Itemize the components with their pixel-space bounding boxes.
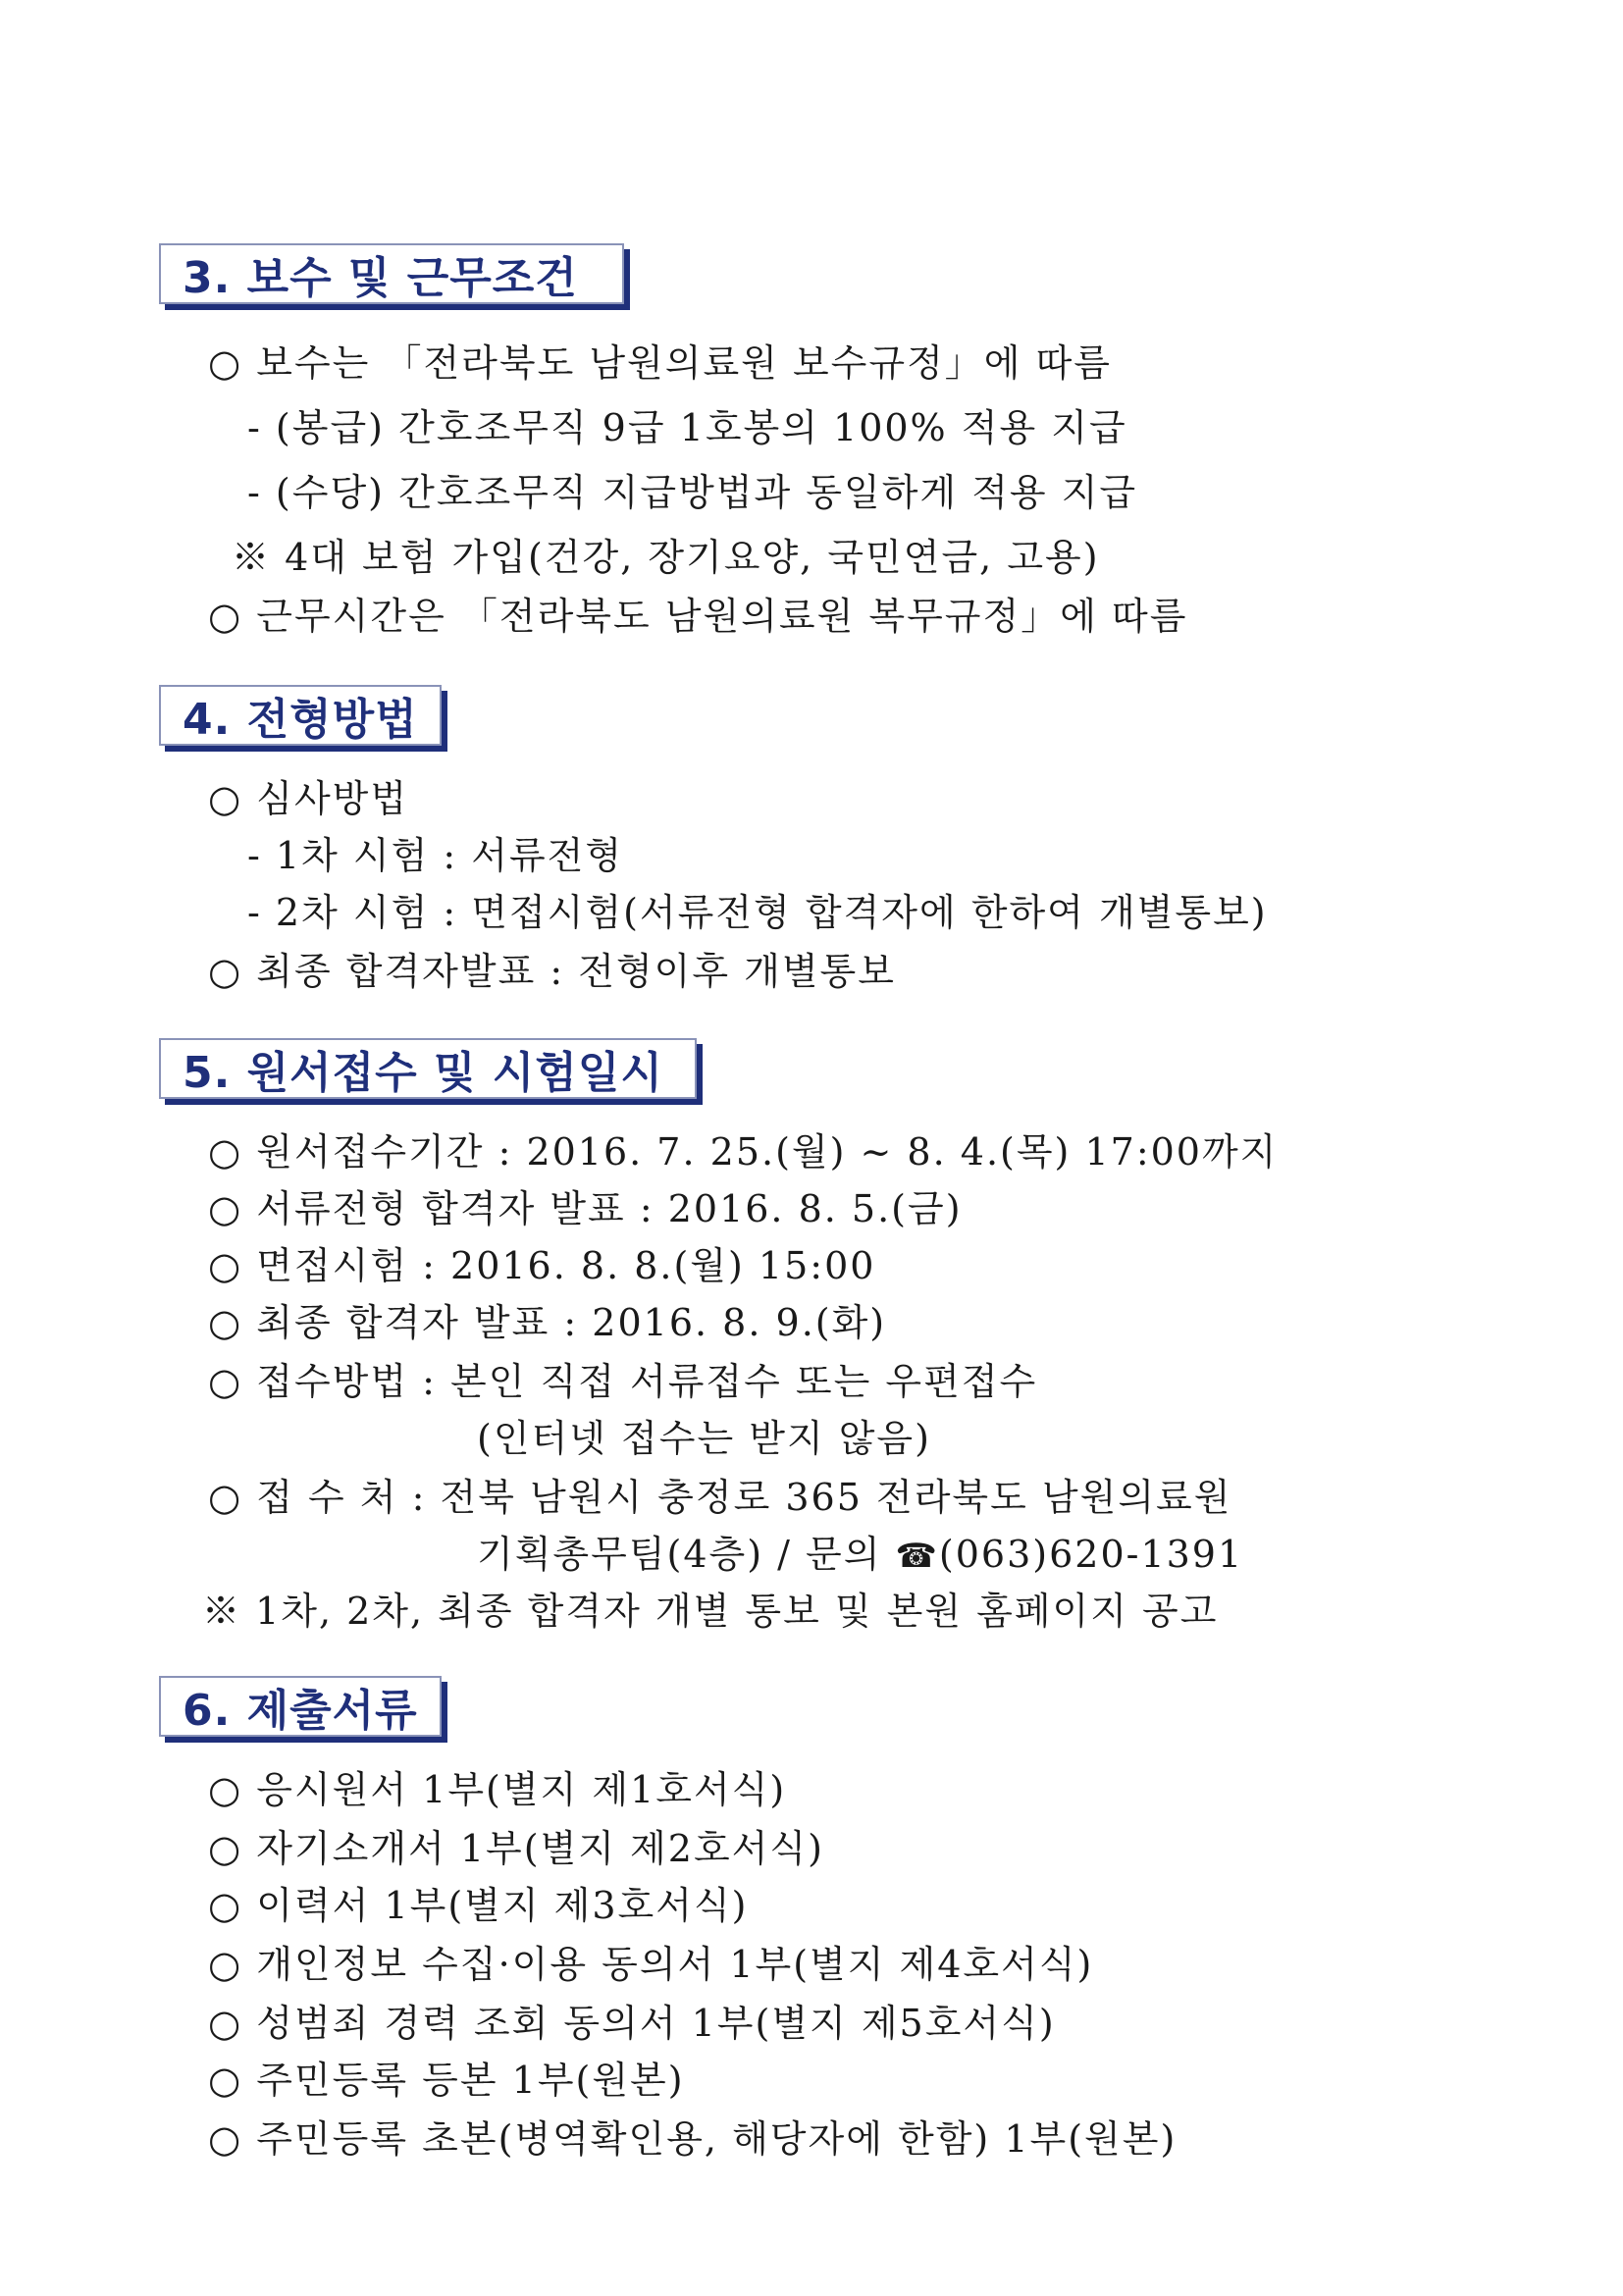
submission-place-line: ○ 접 수 처 : 전북 남원시 충정로 365 전라북도 남원의료원 [208,1476,1232,1519]
phone-icon: ☎ [895,1537,939,1576]
section-title: 3. 보수 및 근무조건 [183,253,578,303]
document-item: ○ 개인정보 수집·이용 동의서 1부(별지 제4호서식) [208,1943,1094,1986]
submission-method-note: (인터넷 접수는 받지 않음) [477,1417,931,1460]
notification-note: ※ 1차, 2차, 최종 합격자 개별 통보 및 본원 홈페이지 공고 [202,1590,1219,1633]
submission-place-detail [477,1531,1243,1580]
application-period-line: ○ 원서접수기간 : 2016. 7. 25.(월) ~ 8. 4.(목) 17:00까지 [208,1130,1279,1174]
final-result-line: ○ 최종 합격자 발표 : 2016. 8. 9.(화) [208,1301,887,1344]
section-header-6 [159,1676,442,1737]
section-title: 5. 원서접수 및 시험일시 [183,1048,663,1098]
document-item: ○ 자기소개서 1부(별지 제2호서식) [208,1827,824,1870]
submission-method-line: ○ 접수방법 : 본인 직접 서류접수 또는 우편접수 [208,1360,1038,1403]
document-item: ○ 주민등록 등본 1부(원본) [208,2059,685,2102]
work-hours-line: ○ 근무시간은 「전라북도 남원의료원 복무규정」에 따름 [208,595,1188,638]
phone-number: (063)620-1391 [938,1533,1244,1576]
section-header-5 [159,1038,697,1099]
final-announcement-line: ○ 최종 합격자발표 : 전형이후 개별통보 [208,950,896,993]
document-item: ○ 응시원서 1부(별지 제1호서식) [208,1768,787,1811]
section-header-4 [159,685,442,746]
first-exam-line: - 1차 시험 : 서류전형 [247,834,624,877]
insurance-note: ※ 4대 보험 가입(건강, 장기요양, 국민연금, 고용) [232,536,1100,579]
document-item: ○ 성범죄 경력 조회 동의서 1부(별지 제5호서식) [208,2002,1056,2045]
salary-rule-line: ○ 보수는 「전라북도 남원의료원 보수규정」에 따름 [208,341,1113,385]
second-exam-line: - 2차 시험 : 면접시험(서류전형 합격자에 한하여 개별통보) [247,891,1268,934]
interview-line: ○ 면접시험 : 2016. 8. 8.(월) 15:00 [208,1244,876,1287]
base-pay-line: - (봉급) 간호조무직 9급 1호봉의 100% 적용 지급 [247,406,1127,449]
section-header-3 [159,243,624,304]
document-item: ○ 주민등록 초본(병역확인용, 해당자에 한함) 1부(원본) [208,2117,1178,2161]
department-text: 기획총무팀(4층) / 문의 [477,1533,896,1576]
document-result-line: ○ 서류전형 합격자 발표 : 2016. 8. 5.(금) [208,1187,963,1230]
section-title: 4. 전형방법 [183,695,418,745]
allowance-line: - (수당) 간호조무직 지급방법과 동일하게 적용 지급 [247,471,1138,514]
document-item: ○ 이력서 1부(별지 제3호서식) [208,1884,749,1927]
section-title: 6. 제출서류 [183,1686,418,1736]
screening-method-line: ○ 심사방법 [208,777,409,820]
